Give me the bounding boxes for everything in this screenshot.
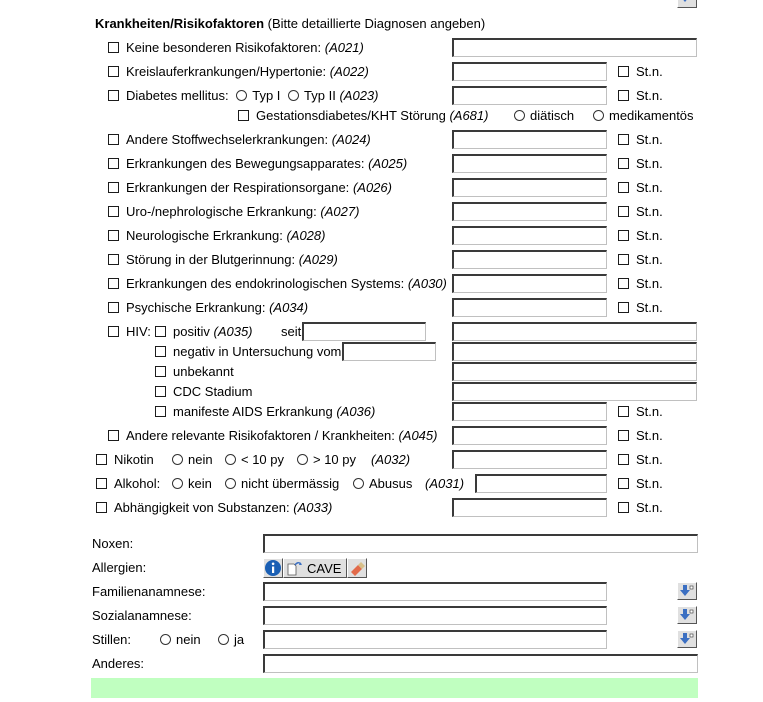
diabetes-code: (A023) — [339, 88, 379, 103]
alkohol-abusus-radio[interactable] — [353, 478, 364, 489]
document-arrow-icon — [286, 560, 304, 576]
respiration-input[interactable] — [452, 178, 607, 197]
status-bar — [91, 678, 698, 698]
hiv-positiv-input[interactable] — [452, 322, 697, 341]
hiv-cdc-checkbox[interactable] — [155, 386, 166, 397]
kreislauf-label: Kreislauferkrankungen/Hypertonie: (A022) — [126, 64, 369, 79]
stillen-nein-option[interactable]: nein — [160, 632, 201, 648]
nikotin-stn-checkbox[interactable] — [618, 454, 629, 465]
bewegung-stn-checkbox[interactable] — [618, 158, 629, 169]
andere-risikofaktoren-checkbox[interactable] — [108, 430, 119, 441]
nikotin-nein-radio[interactable] — [172, 454, 183, 465]
andere-risikofaktoren-stn-label: St.n. — [636, 428, 663, 443]
alkohol-label: Alkohol: — [114, 476, 161, 491]
stillen-nein-radio[interactable] — [160, 634, 171, 645]
stillen-ja-radio[interactable] — [218, 634, 229, 645]
bewegung-label: Erkrankungen des Bewegungsapparates: (A025) — [126, 156, 408, 171]
section-subtitle: (Bitte detaillierte Diagnosen angeben) — [267, 16, 486, 31]
bewegung-checkbox[interactable] — [108, 158, 119, 169]
bewegung-input[interactable] — [452, 154, 607, 173]
keine-risikofaktoren-label: Keine besonderen Risikofaktoren: (A021) — [126, 40, 364, 55]
gestationsdiabetes-label: Gestationsdiabetes/KHT Störung (A681) — [256, 108, 489, 123]
cave-label: CAVE — [307, 560, 342, 576]
psychisch-stn-label: St.n. — [636, 300, 663, 315]
hiv-negativ-checkbox[interactable] — [155, 346, 166, 357]
stoffwechsel-checkbox[interactable] — [108, 134, 119, 145]
gestation-medikamentoes-option[interactable]: medikamentös — [593, 108, 694, 124]
uro-checkbox[interactable] — [108, 206, 119, 217]
nikotin-nein-option[interactable]: nein — [172, 452, 213, 468]
respiration-label: Erkrankungen der Respirationsorgane: (A026) — [126, 180, 392, 195]
import-button-top[interactable] — [677, 0, 697, 8]
allergien-label: Allergien: — [92, 560, 147, 575]
neuro-stn-label: St.n. — [636, 228, 663, 243]
section-header — [95, 16, 485, 32]
sozialanamnese-label: Sozialanamnese: — [92, 608, 192, 623]
noxen-label: Noxen: — [92, 536, 134, 551]
neuro-input[interactable] — [452, 226, 607, 245]
alkohol-abusus-option[interactable]: Abusus — [353, 476, 412, 492]
allergien-info-button[interactable] — [263, 558, 283, 578]
hiv-seit-label: seit — [281, 324, 302, 339]
alkohol-nicht-uebermaessig-radio[interactable] — [225, 478, 236, 489]
andere-risikofaktoren-input[interactable] — [452, 426, 607, 445]
info-icon — [264, 559, 282, 577]
stoffwechsel-label: Andere Stoffwechselerkrankungen: (A024) — [126, 132, 371, 147]
noxen-input[interactable] — [263, 534, 698, 553]
nikotin-lt10-radio[interactable] — [225, 454, 236, 465]
nikotin-gt10-option[interactable]: > 10 py — [297, 452, 356, 468]
hiv-cdc-input[interactable] — [452, 382, 697, 401]
diabetes-typ2-radio[interactable] — [288, 90, 299, 101]
blutgerinnung-input[interactable] — [452, 250, 607, 269]
allergien-cave-button[interactable] — [283, 558, 347, 578]
arrow-down-icon — [678, 607, 696, 623]
respiration-checkbox[interactable] — [108, 182, 119, 193]
alkohol-stn-checkbox[interactable] — [618, 478, 629, 489]
stillen-label: Stillen: — [92, 632, 132, 647]
diabetes-typ2-option[interactable]: Typ II — [288, 88, 336, 103]
alkohol-kein-radio[interactable] — [172, 478, 183, 489]
stillen-ja-option[interactable]: ja — [218, 632, 244, 648]
diabetes-checkbox[interactable] — [108, 90, 119, 101]
hiv-aids-label: manifeste AIDS Erkrankung (A036) — [173, 404, 376, 419]
uro-input[interactable] — [452, 202, 607, 221]
eraser-icon — [348, 559, 366, 577]
nikotin-gt10-radio[interactable] — [297, 454, 308, 465]
nikotin-label: Nikotin — [114, 452, 154, 467]
hiv-positiv-label: positiv (A035) — [173, 324, 253, 339]
substanzen-checkbox[interactable] — [96, 502, 107, 513]
uro-stn-label: St.n. — [636, 204, 663, 219]
arrow-down-icon — [678, 583, 696, 599]
nikotin-lt10-option[interactable]: < 10 py — [225, 452, 284, 468]
substanzen-stn-checkbox[interactable] — [618, 502, 629, 513]
andere-risikofaktoren-label: Andere relevante Risikofaktoren / Krankheiten: (A045) — [126, 428, 438, 443]
diabetes-stn-label: St.n. — [636, 88, 663, 103]
gestation-diaetisch-radio[interactable] — [514, 110, 525, 121]
psychisch-label: Psychische Erkrankung: (A034) — [126, 300, 309, 315]
arrow-down-icon — [678, 631, 696, 647]
gestation-diaetisch-option[interactable]: diätisch — [514, 108, 574, 124]
endokrin-stn-checkbox[interactable] — [618, 278, 629, 289]
endokrin-stn-label: St.n. — [636, 276, 663, 291]
nikotin-code: (A032) — [371, 452, 411, 467]
stillen-input[interactable] — [263, 630, 607, 649]
kreislauf-checkbox[interactable] — [108, 66, 119, 77]
respiration-stn-checkbox[interactable] — [618, 182, 629, 193]
psychisch-checkbox[interactable] — [108, 302, 119, 313]
endokrin-input[interactable] — [452, 274, 607, 293]
hiv-seit-input[interactable] — [302, 322, 426, 341]
gestation-medikamentoes-radio[interactable] — [593, 110, 604, 121]
familienanamnese-import-button[interactable] — [677, 582, 697, 600]
keine-risikofaktoren-input[interactable] — [452, 38, 697, 57]
kreislauf-stn-checkbox[interactable] — [618, 66, 629, 77]
endokrin-checkbox[interactable] — [108, 278, 119, 289]
alkohol-kein-option[interactable]: kein — [172, 476, 212, 492]
hiv-negativ-input[interactable] — [452, 342, 697, 361]
sozialanamnese-import-button[interactable] — [677, 606, 697, 624]
hiv-unbekannt-input[interactable] — [452, 362, 697, 381]
nikotin-checkbox[interactable] — [96, 454, 107, 465]
stoffwechsel-stn-label: St.n. — [636, 132, 663, 147]
andere-risikofaktoren-stn-checkbox[interactable] — [618, 430, 629, 441]
hiv-aids-stn-checkbox[interactable] — [618, 406, 629, 417]
substanzen-stn-label: St.n. — [636, 500, 663, 515]
familienanamnese-input[interactable] — [263, 582, 607, 601]
blutgerinnung-stn-label: St.n. — [636, 252, 663, 267]
gestationsdiabetes-checkbox[interactable] — [238, 110, 249, 121]
stoffwechsel-stn-checkbox[interactable] — [618, 134, 629, 145]
substanzen-input[interactable] — [452, 498, 607, 517]
alkohol-stn-label: St.n. — [636, 476, 663, 491]
alkohol-nicht-uebermaessig-option[interactable]: nicht übermässig — [225, 476, 339, 492]
diabetes-label-group — [126, 88, 379, 104]
blutgerinnung-checkbox[interactable] — [108, 254, 119, 265]
stillen-import-button[interactable] — [677, 630, 697, 648]
neuro-label: Neurologische Erkrankung: (A028) — [126, 228, 326, 243]
alkohol-code: (A031) — [425, 476, 465, 491]
nikotin-input[interactable] — [452, 450, 607, 469]
hiv-negativ-label: negativ in Untersuchung vom — [173, 344, 342, 359]
uro-label: Uro-/nephrologische Erkrankung: (A027) — [126, 204, 360, 219]
substanzen-label: Abhängigkeit von Substanzen: (A033) — [114, 500, 333, 515]
hiv-label: HIV: — [126, 324, 151, 339]
kreislauf-stn-label: St.n. — [636, 64, 663, 79]
neuro-checkbox[interactable] — [108, 230, 119, 241]
respiration-stn-label: St.n. — [636, 180, 663, 195]
hiv-negativ-date-input[interactable] — [342, 342, 436, 361]
anderes-label: Anderes: — [92, 656, 145, 671]
uro-stn-checkbox[interactable] — [618, 206, 629, 217]
kreislauf-input[interactable] — [452, 62, 607, 81]
psychisch-input[interactable] — [452, 298, 607, 317]
anderes-input[interactable] — [263, 654, 698, 673]
hiv-checkbox[interactable] — [108, 326, 119, 337]
sozialanamnese-input[interactable] — [263, 606, 607, 625]
hiv-aids-input[interactable] — [452, 402, 607, 421]
alkohol-checkbox[interactable] — [96, 478, 107, 489]
neuro-stn-checkbox[interactable] — [618, 230, 629, 241]
allergien-clear-button[interactable] — [347, 558, 367, 578]
section-title: Krankheiten/Risikofaktoren — [95, 16, 265, 31]
blutgerinnung-stn-checkbox[interactable] — [618, 254, 629, 265]
endokrin-label: Erkrankungen des endokrinologischen Systems: (A030) — [126, 276, 447, 291]
hiv-aids-stn-label: St.n. — [636, 404, 663, 419]
hiv-positiv-checkbox[interactable] — [155, 326, 166, 337]
diabetes-stn-checkbox[interactable] — [618, 90, 629, 101]
diabetes-typ1-option[interactable]: Typ I — [236, 88, 280, 103]
alkohol-input[interactable] — [475, 474, 607, 493]
stoffwechsel-input[interactable] — [452, 130, 607, 149]
psychisch-stn-checkbox[interactable] — [618, 302, 629, 313]
hiv-unbekannt-checkbox[interactable] — [155, 366, 166, 377]
bewegung-stn-label: St.n. — [636, 156, 663, 171]
hiv-cdc-label: CDC Stadium — [173, 384, 253, 399]
diabetes-label: Diabetes mellitus: — [126, 88, 229, 103]
diabetes-input[interactable] — [452, 86, 607, 105]
hiv-aids-checkbox[interactable] — [155, 406, 166, 417]
arrow-down-icon — [678, 0, 696, 7]
familienanamnese-label: Familienanamnese: — [92, 584, 206, 599]
nikotin-stn-label: St.n. — [636, 452, 663, 467]
blutgerinnung-label: Störung in der Blutgerinnung: (A029) — [126, 252, 338, 267]
keine-risikofaktoren-checkbox[interactable] — [108, 42, 119, 53]
diabetes-typ1-radio[interactable] — [236, 90, 247, 101]
hiv-unbekannt-label: unbekannt — [173, 364, 234, 379]
